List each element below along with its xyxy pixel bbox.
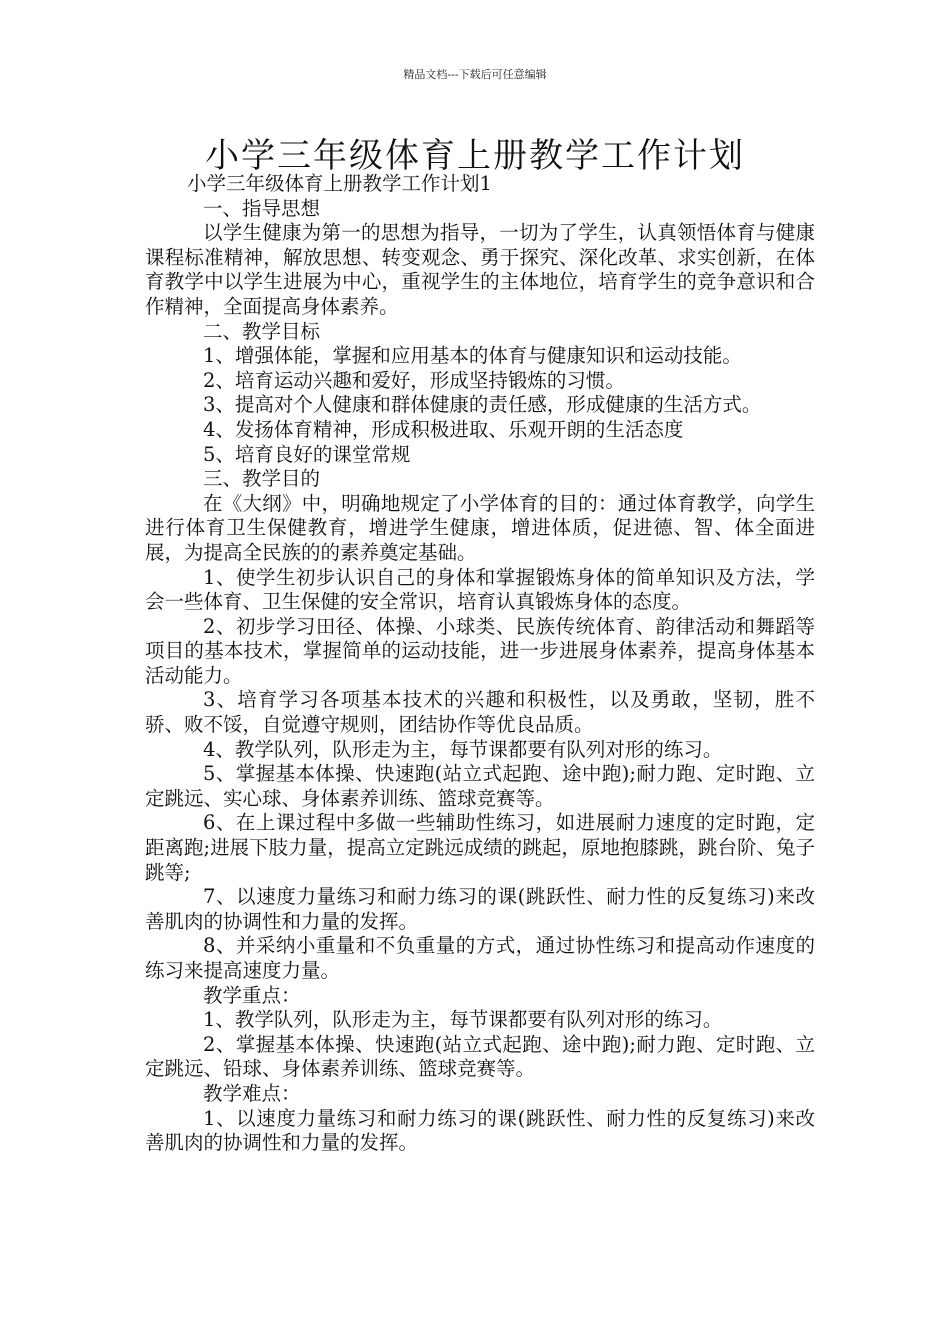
list-item: 5、培育良好的课堂常规 — [203, 442, 411, 466]
section-heading: 二、教学目标 — [203, 319, 321, 343]
list-item: 7、以速度力量练习和耐力练习的课(跳跃性、耐力性的反复练习)来改善肌肉的协调性和力量的发挥。 — [145, 885, 815, 933]
list-item: 3、提高对个人健康和群体健康的责任感，形成健康的生活方式。 — [203, 393, 762, 417]
list-item: 2、培育运动兴趣和爱好，形成坚持锻炼的习惯。 — [203, 368, 625, 392]
list-item: 1、增强体能，掌握和应用基本的体育与健康知识和运动技能。 — [203, 344, 742, 368]
list-item: 2、初步学习田径、体操、小球类、民族传统体育、韵律活动和舞蹈等项目的基本技术，掌握简单的运动技能，进一步进展身体素养，提高身体基本活动能力。 — [145, 614, 815, 687]
document-title: 小学三年级体育上册教学工作计划 — [205, 136, 745, 176]
section-heading: 三、教学目的 — [203, 467, 321, 491]
document-body — [145, 172, 815, 1156]
list-item: 4、教学队列，队形走为主，每节课都要有队列对形的练习。 — [203, 737, 723, 761]
list-item: 1、教学队列，队形走为主，每节课都要有队列对形的练习。 — [203, 1008, 723, 1032]
section-heading: 一、指导思想 — [203, 196, 321, 220]
paragraph: 以学生健康为第一的思想为指导，一切为了学生，认真领悟体育与健康课程标准精神，解放思想、转变观念、勇于探究、深化改革、求实创新，在体育教学中以学生进展为中心，重视学生的主体地位，培育学生的竞争意识和合作精神，全面提高身体素养。 — [145, 221, 815, 318]
list-item: 5、掌握基本体操、快速跑(站立式起跑、途中跑);耐力跑、定时跑、立定跳远、实心球、身体素养训练、篮球竞赛等。 — [145, 762, 815, 810]
list-item: 3、培育学习各项基本技术的兴趣和积极性，以及勇敢，坚韧，胜不骄、败不馁，自觉遵守规则，团结协作等优良品质。 — [145, 688, 815, 737]
paragraph: 在《大纲》中，明确地规定了小学体育的目的：通过体育教学，向学生进行体育卫生保健教育，增进学生健康，增进体质，促进德、智、体全面进展，为提高全民族的的素养奠定基础。 — [145, 491, 815, 564]
list-item: 1、使学生初步认识自己的身体和掌握锻炼身体的简单知识及方法，学会一些体育、卫生保健的安全常识，培育认真锻炼身体的态度。 — [145, 565, 815, 614]
page-header: 精品文档---下载后可任意编辑 — [403, 68, 547, 81]
section-heading: 教学重点： — [203, 983, 301, 1007]
list-item: 8、并采纳小重量和不负重量的方式，通过协性练习和提高动作速度的练习来提高速度力量。 — [145, 934, 815, 982]
document-subtitle: 小学三年级体育上册教学工作计划1 — [187, 172, 492, 195]
list-item: 1、以速度力量练习和耐力练习的课(跳跃性、耐力性的反复练习)来改善肌肉的协调性和力量的发挥。 — [145, 1106, 815, 1155]
list-item: 2、掌握基本体操、快速跑(站立式起跑、途中跑);耐力跑、定时跑、立定跳远、铅球、身体素养训练、篮球竞赛等。 — [145, 1032, 815, 1081]
section-heading: 教学难点： — [203, 1081, 301, 1105]
list-item: 4、发扬体育精神，形成积极进取、乐观开朗的生活态度 — [203, 417, 684, 441]
list-item: 6、在上课过程中多做一些辅助性练习，如进展耐力速度的定时跑，定距离跑;进展下肢力量，提高立定跳远成绩的跳起，原地抱膝跳，跳台阶、兔子跳等; — [145, 811, 815, 884]
